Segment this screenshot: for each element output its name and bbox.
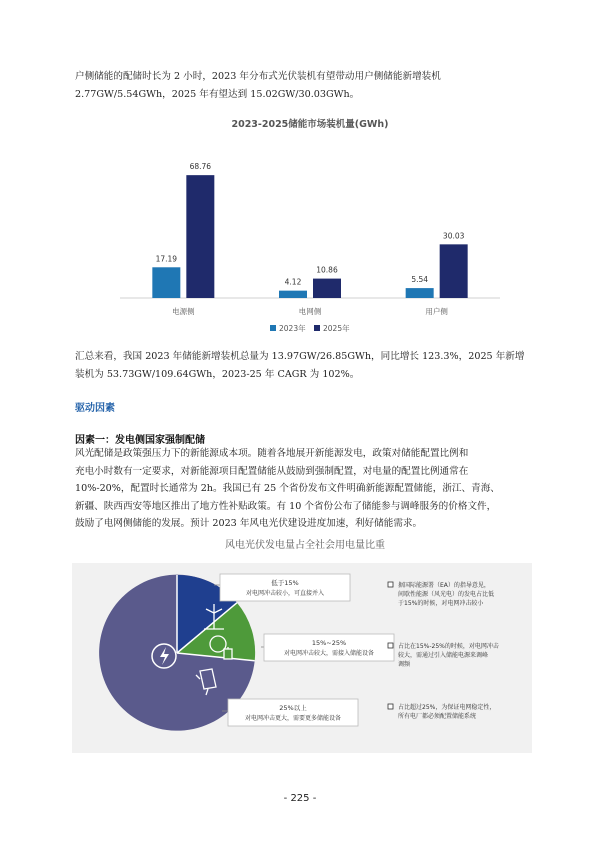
note-2-line: 调频 [398, 661, 411, 668]
legend-swatch [314, 325, 320, 331]
factor-1-line: 充电小时数有一定要求，对新能源项目配置储能从鼓励到强制配置，对电量的配置比例通常在 [75, 465, 469, 477]
page-number: - 225 - [283, 793, 317, 804]
factor-1-line: 10%-20%，配置时长通常为 2h。我国已有 25 个省份发布文件明确新能源配置储能，浙江、青海、 [75, 483, 500, 495]
note-2-bullet [388, 643, 393, 648]
factor-1-paragraph [75, 445, 535, 533]
legend-label: 2025年 [323, 324, 350, 333]
category-label: 电源侧 [172, 307, 195, 316]
factor-1-line: 鼓励了电网侧储能的发展。预计 2023 年风电光伏建设进度加速，利好储能需求。 [75, 518, 423, 530]
bar-value-label: 68.76 [189, 162, 212, 172]
factor-1-title: 因素一：发电侧国家强制配储 [75, 435, 205, 446]
bar-value-label: 4.12 [284, 277, 302, 287]
note-1-bullet [388, 582, 393, 587]
factor-1-line: 风光配储是政策强压力下的新能源成本项。随着各地展开新能源发电，政策对储能配置比例和 [75, 448, 469, 459]
legend-label: 2023年 [279, 324, 306, 333]
category-label: 电网侧 [298, 307, 322, 316]
bar [440, 244, 468, 298]
intro-line-1: 户侧储能的配储时长为 2 小时，2023 年分布式光伏装机有望带动用户侧储能新增装机 [75, 71, 441, 82]
bar [152, 267, 180, 298]
section-title: 驱动因素 [75, 403, 115, 414]
bar [406, 288, 434, 298]
note-2-line: 占比在15%-25%的时候，对电网冲击 [398, 643, 499, 650]
intro-line-2: 2.77GW/5.54GWh，2025 年有望达到 15.02GW/30.03GWh。 [75, 88, 360, 100]
bar-value-label: 17.19 [155, 254, 178, 264]
note-2-line: 较大，需通过引入储能电源来调峰 [398, 652, 489, 659]
bar [186, 175, 214, 298]
factor-1-line: 新疆、陕西西安等地区推出了地方性补贴政策。有 10 个省份公布了储能参与调峰服务的价格文件， [75, 500, 497, 512]
infographic-panel [72, 563, 532, 753]
summary-line-1: 汇总来看，我国 2023 年储能新增装机总量为 13.97GW/26.85GWh，同比增长 123.3%，2025 年新增 [75, 351, 525, 362]
tier-1-level: 低于15% [271, 579, 299, 587]
tier-2-desc: 对电网冲击较大，需接入储能设备 [283, 650, 375, 657]
infographic-graphic [72, 563, 532, 753]
tier-2-level: 15%~25% [311, 639, 347, 647]
chart-title: 2023-2025储能市场装机量(GWh) [231, 119, 389, 130]
note-1-line: 于15%的时候，对电网冲击较小 [398, 600, 484, 607]
bar [313, 279, 341, 298]
summary-line-2: 装机为 53.73GW/109.64GWh，2023-25 年 CAGR 为 102%。 [75, 368, 360, 380]
note-1-line: 间歇性能源（风光电）的发电占比低 [398, 591, 495, 598]
bar-chart [0, 130, 600, 360]
note-3-line: 所有电厂都必须配置储能系统 [398, 713, 477, 720]
note-3-line: 占比超过25%，为保证电网稳定性， [398, 704, 496, 711]
bar [279, 291, 307, 298]
note-3-bullet [388, 704, 393, 709]
tier-3-level: 25%以上 [279, 704, 307, 712]
tier-3-desc: 对电网冲击更大，需要更多储能设备 [244, 715, 342, 722]
category-label: 用户侧 [425, 307, 448, 316]
legend-swatch [270, 325, 276, 331]
note-1-line: 据国际能源署（EA）的指导意见， [398, 582, 490, 589]
bar-value-label: 30.03 [442, 231, 465, 241]
summary-paragraph [75, 348, 535, 383]
bar-value-label: 10.86 [316, 265, 338, 275]
tier-1-desc: 对电网冲击较小，可直接并入 [245, 590, 325, 597]
intro-paragraph [75, 68, 535, 103]
bar-value-label: 5.54 [411, 275, 429, 285]
infographic-title: 风电光伏发电量占全社会用电量比重 [225, 540, 385, 551]
